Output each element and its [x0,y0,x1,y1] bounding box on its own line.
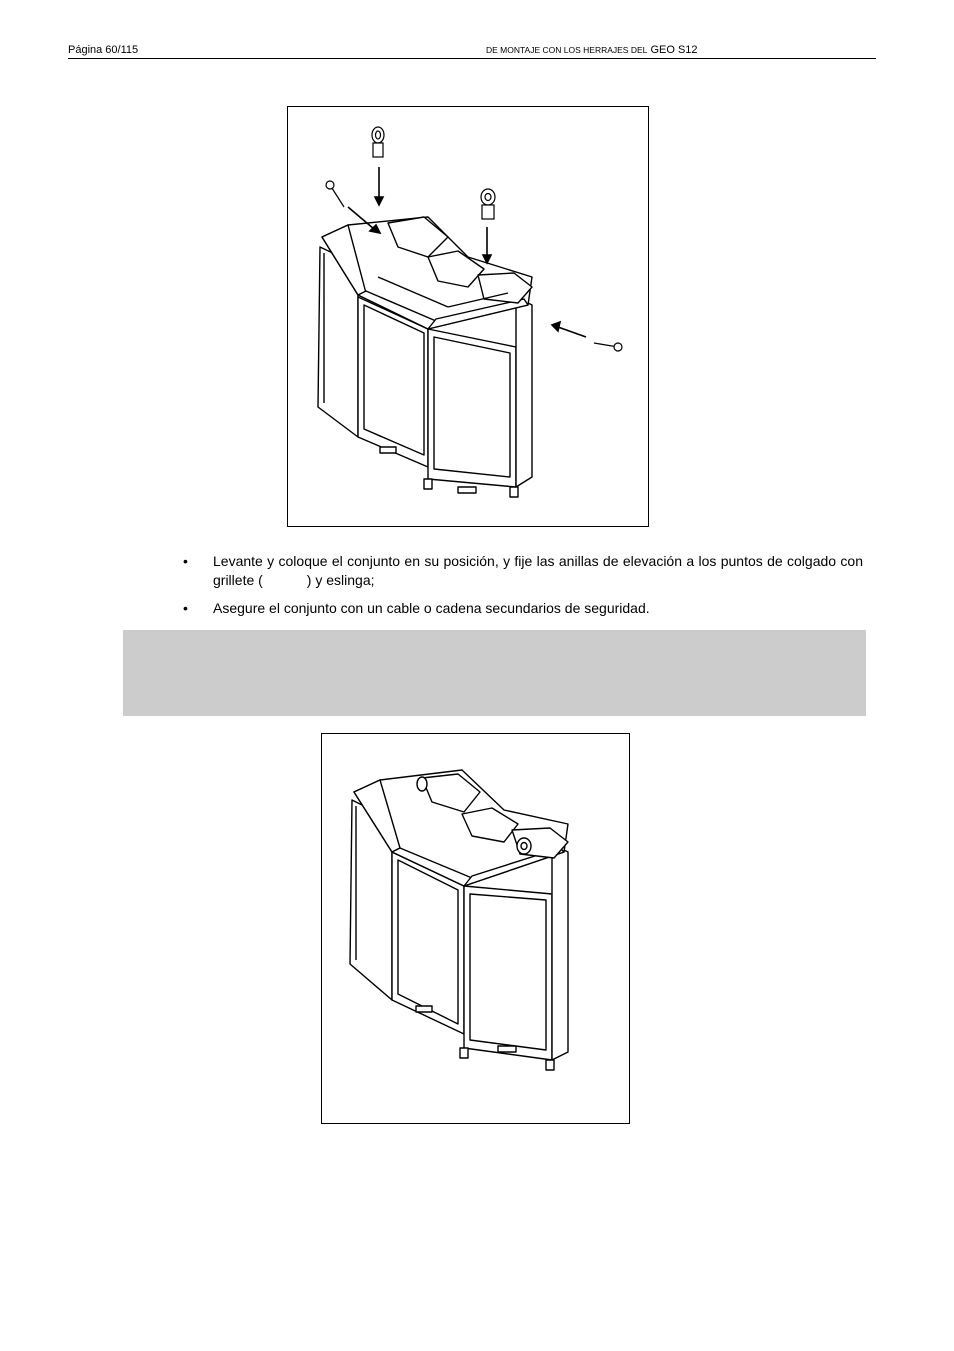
lifting-ring-1 [417,777,427,791]
instruction-text-2: Asegure el conjunto con un cable o cadena secundarios de seguridad. [213,600,650,616]
right-cabinet-side [552,844,568,1060]
bullet-marker: • [183,553,188,569]
note-box [123,630,866,716]
exploded-speaker-drawing [288,107,648,526]
assembly-figure-exploded [287,106,649,527]
instruction-text-1: Levante y coloque el conjunto en su posición, y fije las anillas de elevación a los puntos de colgado con grillete ( [213,553,863,588]
right-cabinet [464,886,552,1060]
section-title [486,44,698,56]
instruction-text-1-end: ) y eslinga; [306,572,375,588]
instruction-list [183,552,863,627]
bullet-marker: • [183,600,188,616]
right-cabinet [428,329,516,487]
list-item [183,552,863,590]
section-title-text: DE MONTAJE CON LOS HERRAJES DEL [486,45,648,55]
assembly-figure-complete [321,733,630,1124]
page-header [68,44,876,59]
model-name: GEO S12 [650,44,698,56]
assembled-speaker-drawing [322,734,629,1123]
right-cabinet-side [516,297,532,487]
page-number: Página 60/115 [68,44,139,56]
list-item [183,599,863,618]
